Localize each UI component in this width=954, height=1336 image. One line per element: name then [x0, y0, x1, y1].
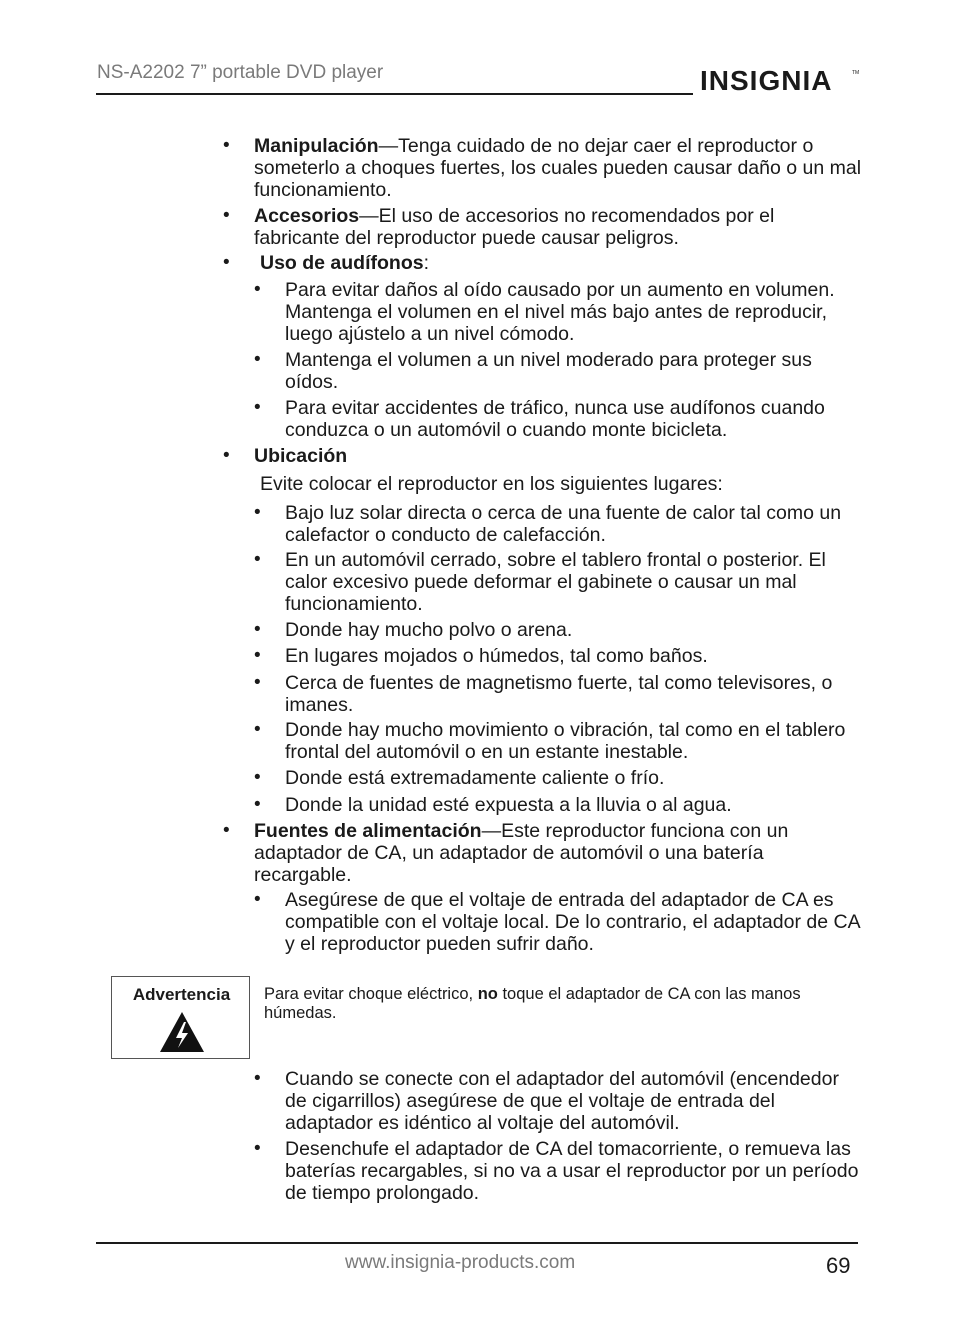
sub-list-item: [254, 889, 865, 955]
electric-shock-warning-icon: [159, 1011, 205, 1053]
warning-text: [264, 985, 854, 1023]
sub-list-item: [254, 502, 865, 546]
list-item-accesorios: [223, 205, 864, 249]
warning-box: [111, 976, 250, 1059]
sub-item-text: En lugares mojados o húmedos, tal como baños.: [285, 645, 708, 667]
header-divider: [96, 93, 693, 95]
sub-item-text: Cerca de fuentes de magnetismo fuerte, tal como televisores, o imanes.: [285, 672, 833, 716]
list-item-manipulacion: [223, 135, 864, 201]
bullet-icon: •: [223, 135, 230, 156]
list-item-ubicacion: [223, 445, 864, 467]
sub-list-item: [254, 397, 865, 441]
sub-item-text: Para evitar accidentes de tráfico, nunca use audífonos cuando conduzca o un automóvil o cuando monte bicicleta.: [285, 397, 825, 441]
sub-item-text: Para evitar daños al oído causado por un aumento en volumen. Mantenga el volumen en el nivel más bajo antes de reproducir, luego ajústelo a un nivel cómodo.: [285, 279, 835, 345]
bullet-icon: •: [223, 252, 230, 273]
item-text: —Este reproductor funciona con un adaptador de CA, un adaptador de automóvil o una batería recargable.: [254, 820, 789, 886]
item-text: —Tenga cuidado de no dejar caer el reproductor o someterlo a choques fuertes, los cuales pueden causar daño o un mal funcionamiento.: [254, 135, 862, 201]
svg-text:INSIGNIA: INSIGNIA: [700, 65, 833, 96]
sub-item-text: Desenchufe el adaptador de CA del tomacorriente, o remueva las baterías recargables, si no va a usar el reproductor por un período de tiempo prolongado.: [285, 1138, 859, 1204]
svg-text:TM: TM: [852, 70, 860, 76]
bullet-icon: •: [254, 619, 261, 640]
list-item-audifonos: [223, 252, 870, 274]
bullet-icon: •: [254, 397, 261, 418]
sub-list-item: [254, 719, 865, 763]
item-term: Ubicación: [254, 445, 348, 467]
bullet-icon: •: [254, 279, 261, 300]
bullet-icon: •: [254, 889, 261, 910]
bullet-icon: •: [254, 719, 261, 740]
sub-list-item: [254, 1138, 865, 1204]
bullet-icon: •: [254, 1068, 261, 1089]
sub-item-text: Cuando se conecte con el adaptador del automóvil (encendedor de cigarrillos) asegúrese de que el voltaje de entrada del adaptador es idéntico al voltaje del automóvil.: [285, 1068, 839, 1134]
document-title: NS-A2202 7” portable DVD player: [97, 62, 384, 83]
sub-list-item: [254, 279, 865, 345]
item-term: Accesorios: [254, 205, 360, 227]
sub-item-text: Donde la unidad esté expuesta a la lluvia o al agua.: [285, 794, 732, 816]
item-term: Manipulación: [254, 135, 379, 157]
sub-item-text: Mantenga el volumen a un nivel moderado para proteger sus oídos.: [285, 349, 812, 393]
warning-text-end: toque el adaptador de CA con las manos húmedas.: [264, 985, 801, 1022]
bullet-icon: •: [254, 549, 261, 570]
sub-item-text: Donde está extremadamente caliente o frío.: [285, 767, 665, 789]
sub-list-item: [254, 619, 865, 641]
bullet-icon: •: [254, 349, 261, 370]
warning-label: Advertencia: [132, 985, 231, 1004]
insignia-logo: [700, 60, 860, 100]
item-term: Fuentes de alimentación: [254, 820, 482, 842]
sub-item-text: Asegúrese de que el voltaje de entrada del adaptador de CA es compatible con el voltaje local. De lo contrario, el adaptador de CA y el reproductor pueden sufrir daño.: [285, 889, 860, 955]
bullet-icon: •: [254, 502, 261, 523]
footer-divider: [96, 1242, 858, 1244]
sub-list-item: [254, 794, 865, 816]
sub-list-item: [254, 349, 865, 393]
sub-list-item: [254, 645, 865, 667]
item-suffix: :: [423, 252, 430, 274]
bullet-icon: •: [254, 1138, 261, 1159]
sub-item-text: En un automóvil cerrado, sobre el tablero frontal o posterior. El calor excesivo puede deformar el gabinete o causar un mal funcionamiento.: [285, 549, 826, 615]
bullet-icon: •: [254, 767, 261, 788]
bullet-icon: •: [254, 794, 261, 815]
sub-item-text: Bajo luz solar directa o cerca de una fuente de calor tal como un calefactor o conducto de calefacción.: [285, 502, 842, 546]
bullet-icon: •: [223, 205, 230, 226]
item-text: —El uso de accesorios no recomendados por el fabricante del reproductor puede causar peligros.: [254, 205, 775, 249]
item-term: Uso de audífonos: [260, 252, 424, 274]
page-number: 69: [826, 1253, 851, 1278]
warning-text-start: Para evitar choque eléctrico,: [264, 985, 478, 1003]
warning-text-emphasis: no: [477, 985, 498, 1003]
sub-item-text: Donde hay mucho polvo o arena.: [285, 619, 573, 641]
list-item-alimentacion: [223, 820, 864, 886]
sub-list-item: [254, 1068, 865, 1134]
footer-url: www.insignia-products.com: [345, 1252, 576, 1273]
bullet-icon: •: [254, 672, 261, 693]
sub-list-item: [254, 672, 865, 716]
bullet-icon: •: [223, 820, 230, 841]
sub-item-text: Donde hay mucho movimiento o vibración, tal como en el tablero frontal del automóvil o en un estante inestable.: [285, 719, 846, 763]
sub-list-item: [254, 549, 865, 615]
ubicacion-intro: Evite colocar el reproductor en los siguientes lugares:: [260, 473, 723, 495]
bullet-icon: •: [223, 445, 230, 466]
sub-list-item: [254, 767, 865, 789]
bullet-icon: •: [254, 645, 261, 666]
